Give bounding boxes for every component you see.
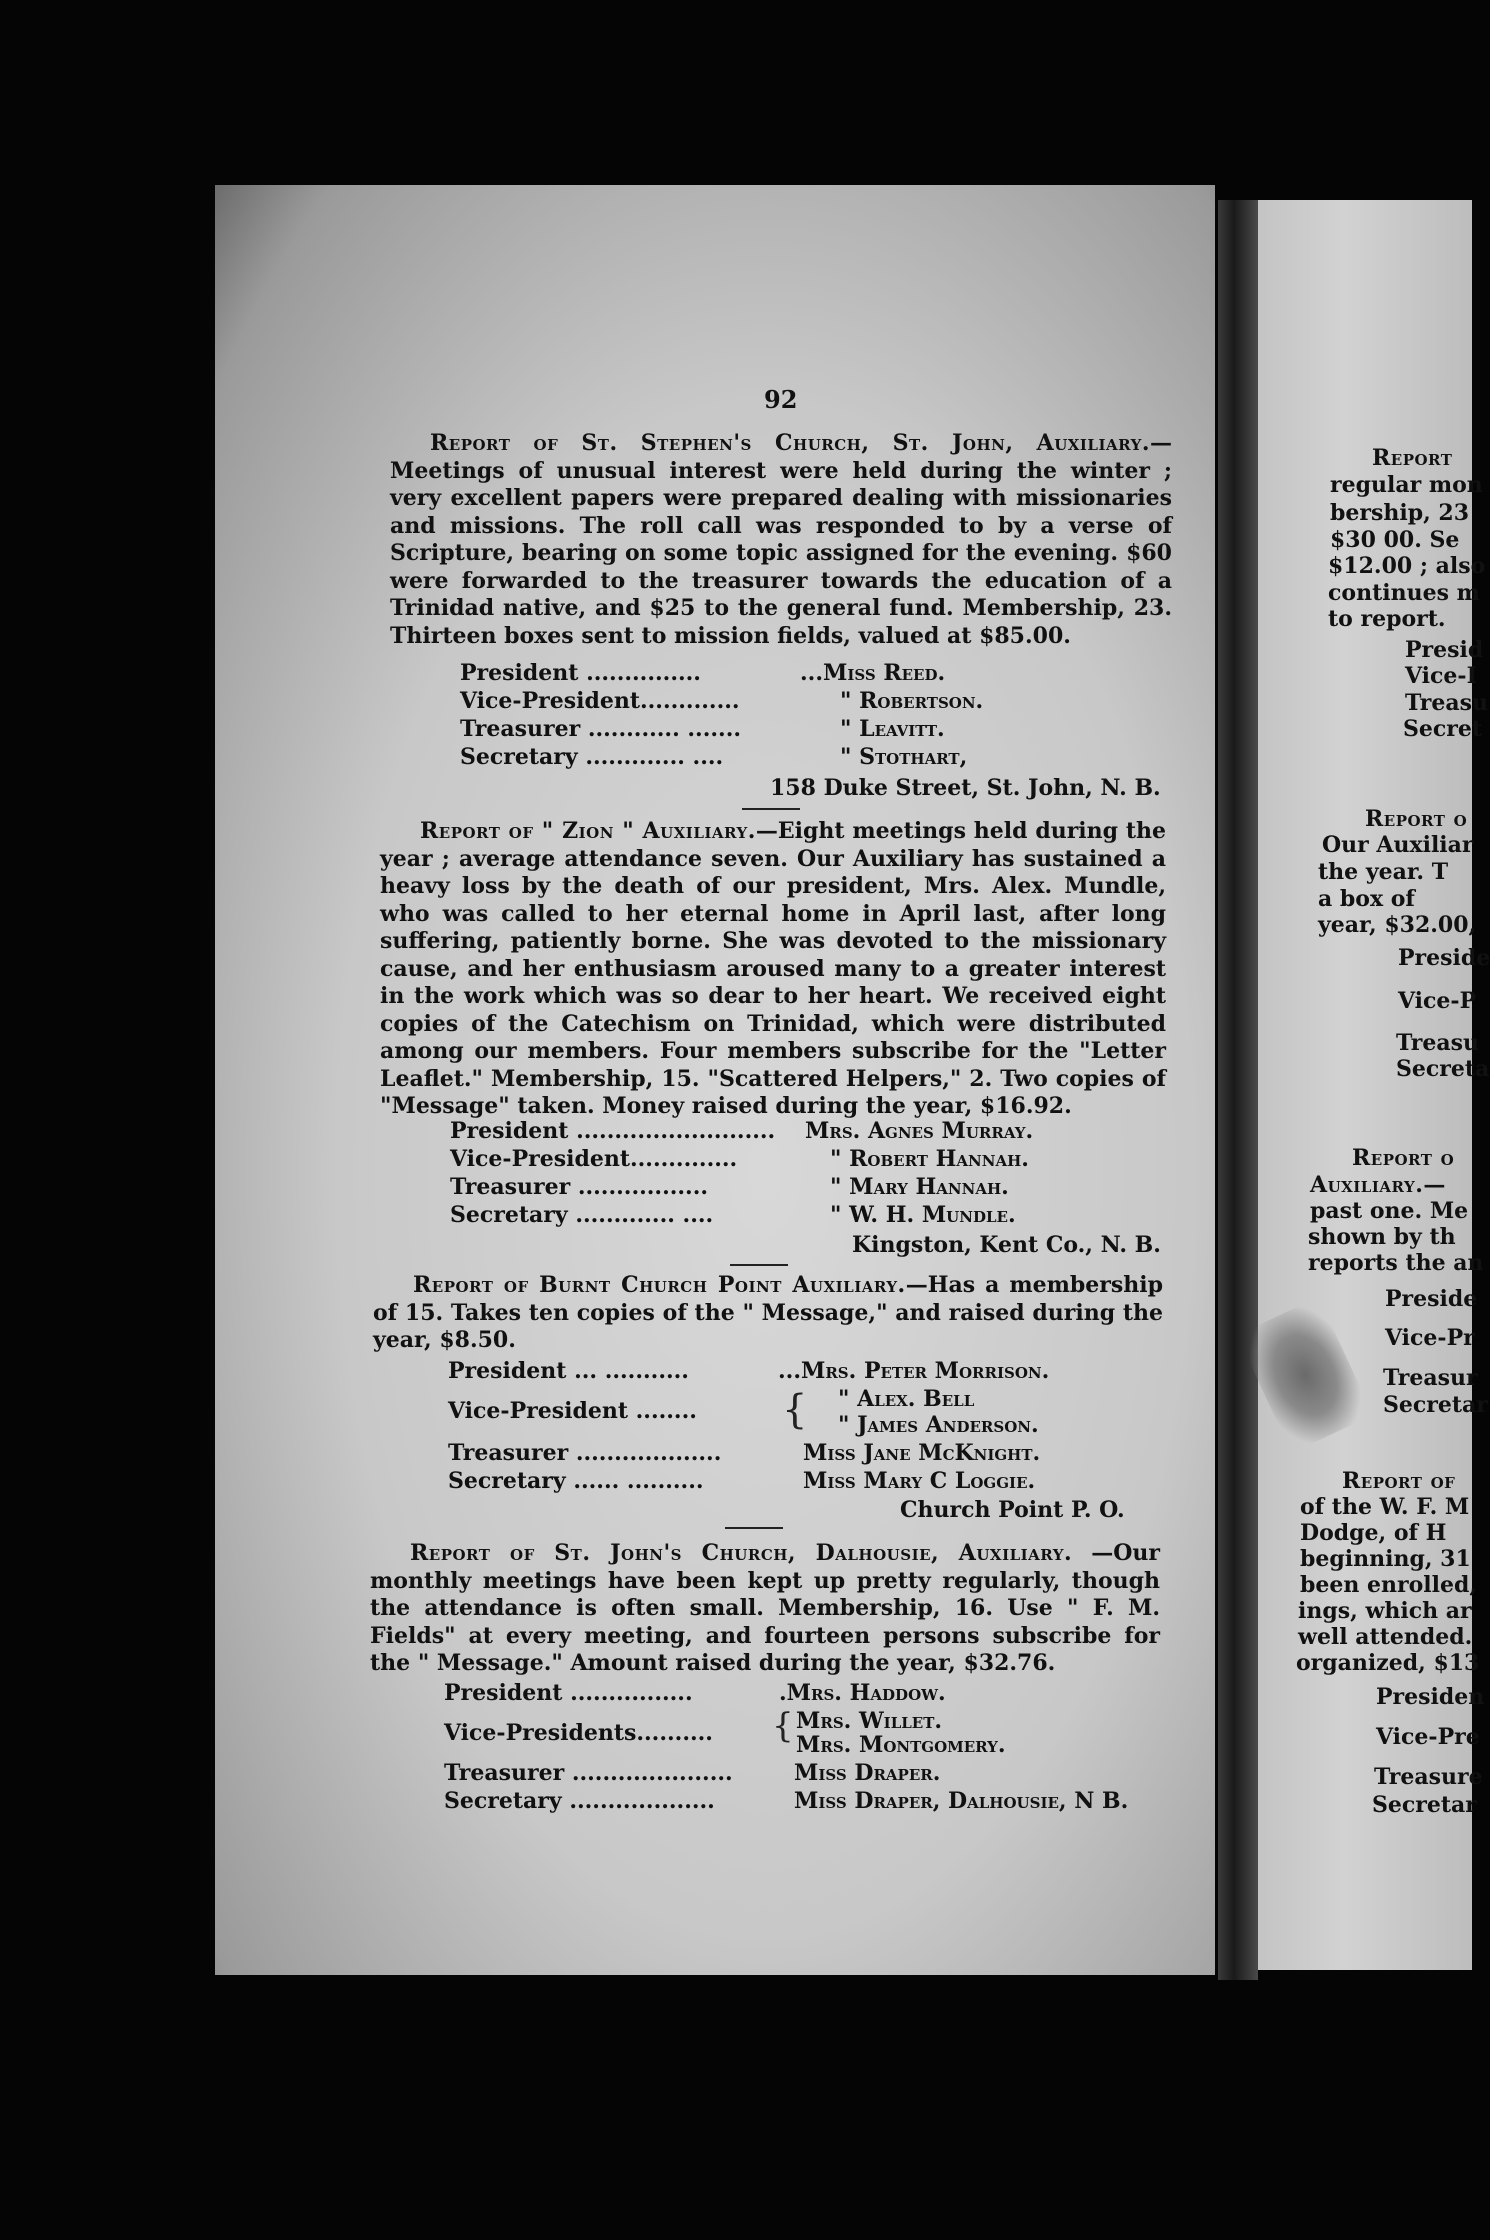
officer-row	[448, 1440, 1168, 1468]
officer-name: " Robertson.	[840, 688, 984, 714]
officer-role: Vice-President ........	[448, 1398, 697, 1424]
fragment: continues m	[1328, 580, 1480, 606]
officers-st-johns-dalhousie	[444, 1680, 1184, 1816]
officers-burnt-church-point	[448, 1358, 1168, 1496]
officer-role: Treasurer ............ .......	[460, 716, 742, 742]
officer-name: ...Mrs. Peter Morrison.	[778, 1358, 1050, 1384]
fragment: Preside	[1385, 1286, 1478, 1312]
fragment: ings, which ar	[1298, 1598, 1472, 1624]
report-body: Our monthly meetings have been kept up pretty regularly, though the attendance is often small. Membership, 16. Use " F. M. Fields" at every meeting, and fourteen persons subscribe for the " Message." Amount raised during the year, $32.76.	[370, 1540, 1160, 1676]
fragment: to report.	[1328, 606, 1446, 632]
fragment: year, $32.00,	[1318, 912, 1477, 938]
officer-name: .Mrs. Haddow.	[779, 1680, 946, 1706]
officer-row	[444, 1760, 1184, 1788]
officer-role: President ..........................	[450, 1118, 776, 1144]
officer-row	[450, 1202, 1170, 1230]
fragment: been enrolled,	[1300, 1572, 1478, 1598]
report-st-stephens: Report of St. Stephen's Church, St. John, Auxiliary.—Meetings of unusual interest were held during the winter ; very excellent papers were prepared dealing with missionaries and missions. The roll call was responded to by a verse of Scripture, bearing on some topic assigned for the evening. $60 were forwarded to the treasurer towards the education of a Trinidad native, and $25 to the general fund. Membership, 23. Thirteen boxes sent to mission fields, valued at $85.00.	[390, 430, 1172, 649]
officer-role: Vice-Presidents..........	[444, 1720, 713, 1746]
fragment: Secretar	[1372, 1792, 1477, 1818]
fragment: Presiden	[1376, 1684, 1485, 1710]
fragment: Preside	[1398, 945, 1490, 971]
officer-role: President ... ...........	[448, 1358, 689, 1384]
officers-zion	[450, 1118, 1170, 1230]
officer-name: Miss Mary C Loggie.	[803, 1468, 1036, 1494]
brace-symbol: {	[782, 1387, 808, 1433]
officer-role: Treasurer ...................	[448, 1440, 722, 1466]
fragment: Report	[1372, 445, 1453, 471]
divider	[742, 808, 800, 810]
officer-name: " James Anderson.	[838, 1412, 1039, 1438]
officer-row	[448, 1468, 1168, 1496]
fragment: $12.00 ; also	[1328, 553, 1486, 579]
officer-row	[444, 1788, 1184, 1816]
fragment: well attended.	[1298, 1624, 1473, 1650]
page-number: 92	[764, 385, 798, 414]
fragment: Report o	[1365, 806, 1468, 832]
fragment: $30 00. Se	[1330, 527, 1460, 553]
fragment: Secreta	[1396, 1056, 1490, 1082]
report-heading: Report of St. John's Church, Dalhousie, Auxiliary.	[410, 1540, 1073, 1566]
officer-role: President ...............	[460, 660, 701, 686]
officer-row	[460, 744, 1180, 772]
officer-name: ...Miss Reed.	[800, 660, 946, 686]
divider	[725, 1527, 783, 1529]
officer-role: Treasurer .................	[450, 1174, 709, 1200]
fragment: Presid	[1405, 637, 1484, 663]
fragment: organized, $13	[1296, 1650, 1480, 1676]
officer-row	[460, 688, 1180, 716]
fragment: bership, 23	[1330, 500, 1470, 526]
book-gutter	[1218, 200, 1258, 1980]
officer-name: " Leavitt.	[840, 716, 945, 742]
officer-name: Miss Draper, Dalhousie, N B.	[794, 1788, 1129, 1814]
officer-role: Secretary ............. ....	[460, 744, 724, 770]
report-heading: Report of " Zion " Auxiliary.	[420, 818, 756, 844]
fragment: Vice-Pr	[1385, 1325, 1475, 1351]
officer-name: Mrs. Montgomery.	[796, 1732, 1006, 1758]
fragment: regular mon	[1330, 472, 1483, 498]
fragment: the year. T	[1318, 859, 1449, 885]
officer-role: Treasurer .....................	[444, 1760, 733, 1786]
fragment: past one. Me	[1310, 1198, 1469, 1224]
report-zion: Report of " Zion " Auxiliary.—Eight meetings held during the year ; average attendance seven. Our Auxiliary has sustained a heavy loss by the death of our president, Mrs. Alex. Mundle, who was called to her eternal home in April last, after long suffering, patiently borne. She was devoted to the missionary cause, and her enthusiasm aroused many to a greater interest in the work which was so dear to her heart. We received eight copies of the Catechism on Trinidad, which were distributed among our members. Four members subscribe for the "Letter Leaflet." Membership, 15. "Scattered Helpers," 2. Two copies of "Message" taken. Money raised during the year, $16.92.	[380, 818, 1167, 1119]
report-st-johns-dalhousie: Report of St. John's Church, Dalhousie, Auxiliary. —Our monthly meetings have been kept up pretty regularly, though the attendance is often small. Membership, 16. Use " F. M. Fields" at every meeting, and fourteen persons subscribe for the " Message." Amount raised during the year, $32.76.	[370, 1540, 1160, 1676]
officer-row	[460, 660, 1180, 688]
fragment: Secret	[1403, 716, 1483, 742]
officer-role: President ................	[444, 1680, 693, 1706]
officer-role: Vice-President..............	[450, 1146, 738, 1172]
officer-row	[444, 1732, 1184, 1760]
officer-name: Mrs. Agnes Murray.	[805, 1118, 1034, 1144]
report-body: Meetings of unusual interest were held during the winter ; very excellent papers were prepared dealing with missionaries and missions. The roll call was responded to by a verse of Scripture, bearing on some topic assigned for the evening. $60 were forwarded to the treasurer towards the education of a Trinidad native, and $25 to the general fund. Membership, 23. Thirteen boxes sent to mission fields, valued at $85.00.	[390, 457, 1172, 649]
address: Kingston, Kent Co., N. B.	[852, 1232, 1161, 1258]
address: 158 Duke Street, St. John, N. B.	[770, 775, 1161, 801]
officer-name: " Alex. Bell	[838, 1386, 975, 1412]
officer-name: " Mary Hannah.	[830, 1174, 1009, 1200]
fragment: Vice-I	[1405, 663, 1477, 689]
fragment: beginning, 31	[1300, 1546, 1471, 1572]
report-body: Has a membership of 15. Takes ten copies of the " Message," and raised during the year, $8.50.	[373, 1272, 1164, 1353]
report-heading: Report of St. Stephen's Church, St. John, Auxiliary.	[430, 430, 1150, 456]
fragment: Auxiliary.—	[1310, 1172, 1446, 1198]
fragment: Treasure	[1374, 1764, 1483, 1790]
fragment: Vice-P	[1398, 988, 1477, 1014]
officer-row	[448, 1412, 1168, 1440]
brace-symbol: {	[772, 1706, 794, 1746]
fragment: reports the an	[1308, 1250, 1484, 1276]
fragment: Dodge, of H	[1300, 1520, 1447, 1546]
officer-row	[444, 1680, 1184, 1708]
officer-name: Miss Draper.	[794, 1760, 941, 1786]
officer-row	[450, 1174, 1170, 1202]
officer-name: Miss Jane McKnight.	[803, 1440, 1041, 1466]
fragment: of the W. F. M	[1300, 1494, 1470, 1520]
officer-name: " Stothart,	[840, 744, 968, 770]
officer-name: " W. H. Mundle.	[830, 1202, 1016, 1228]
address: Church Point P. O.	[900, 1497, 1125, 1523]
fragment: a box of	[1318, 886, 1415, 912]
fragment: Treasu	[1396, 1030, 1479, 1056]
fragment: Vice-Pre	[1376, 1724, 1480, 1750]
report-body: Eight meetings held during the year ; average attendance seven. Our Auxiliary has sustained a heavy loss by the death of our president, Mrs. Alex. Mundle, who was called to her eternal home in April last, after long suffering, patiently borne. She was devoted to the missionary cause, and her enthusiasm aroused many to a greater interest in the work which was so dear to her heart. We received eight copies of the Catechism on Trinidad, which were distributed among our members. Four members subscribe for the "Letter Leaflet." Membership, 15. "Scattered Helpers," 2. Two copies of "Message" taken. Money raised during the year, $16.92.	[380, 818, 1167, 1119]
officer-name: Mrs. Willet.	[796, 1708, 943, 1734]
officer-row	[460, 716, 1180, 744]
officer-role: Vice-President.............	[460, 688, 740, 714]
officer-row	[450, 1118, 1170, 1146]
fragment: Secretar	[1383, 1392, 1488, 1418]
officer-row	[450, 1146, 1170, 1174]
officer-name: " Robert Hannah.	[830, 1146, 1029, 1172]
officers-st-stephens	[460, 660, 1180, 772]
officer-row	[448, 1358, 1168, 1386]
officer-role: Secretary ............. ....	[450, 1202, 714, 1228]
report-heading: Report of Burnt Church Point Auxiliary.	[413, 1272, 906, 1298]
report-burnt-church-point: Report of Burnt Church Point Auxiliary.—Has a membership of 15. Takes ten copies of the " Message," and raised during the year, $8.50.	[373, 1272, 1164, 1353]
officer-role: Secretary ...... ..........	[448, 1468, 704, 1494]
officer-row	[448, 1386, 1168, 1424]
fragment: Our Auxiliar	[1322, 832, 1474, 858]
fragment: Treasur	[1383, 1365, 1478, 1391]
fragment: Treasu	[1405, 690, 1488, 716]
fragment: Report o	[1352, 1145, 1455, 1171]
officer-role: Secretary ...................	[444, 1788, 715, 1814]
fragment: Report of	[1342, 1468, 1456, 1494]
divider	[730, 1264, 788, 1266]
fragment: shown by th	[1308, 1224, 1456, 1250]
